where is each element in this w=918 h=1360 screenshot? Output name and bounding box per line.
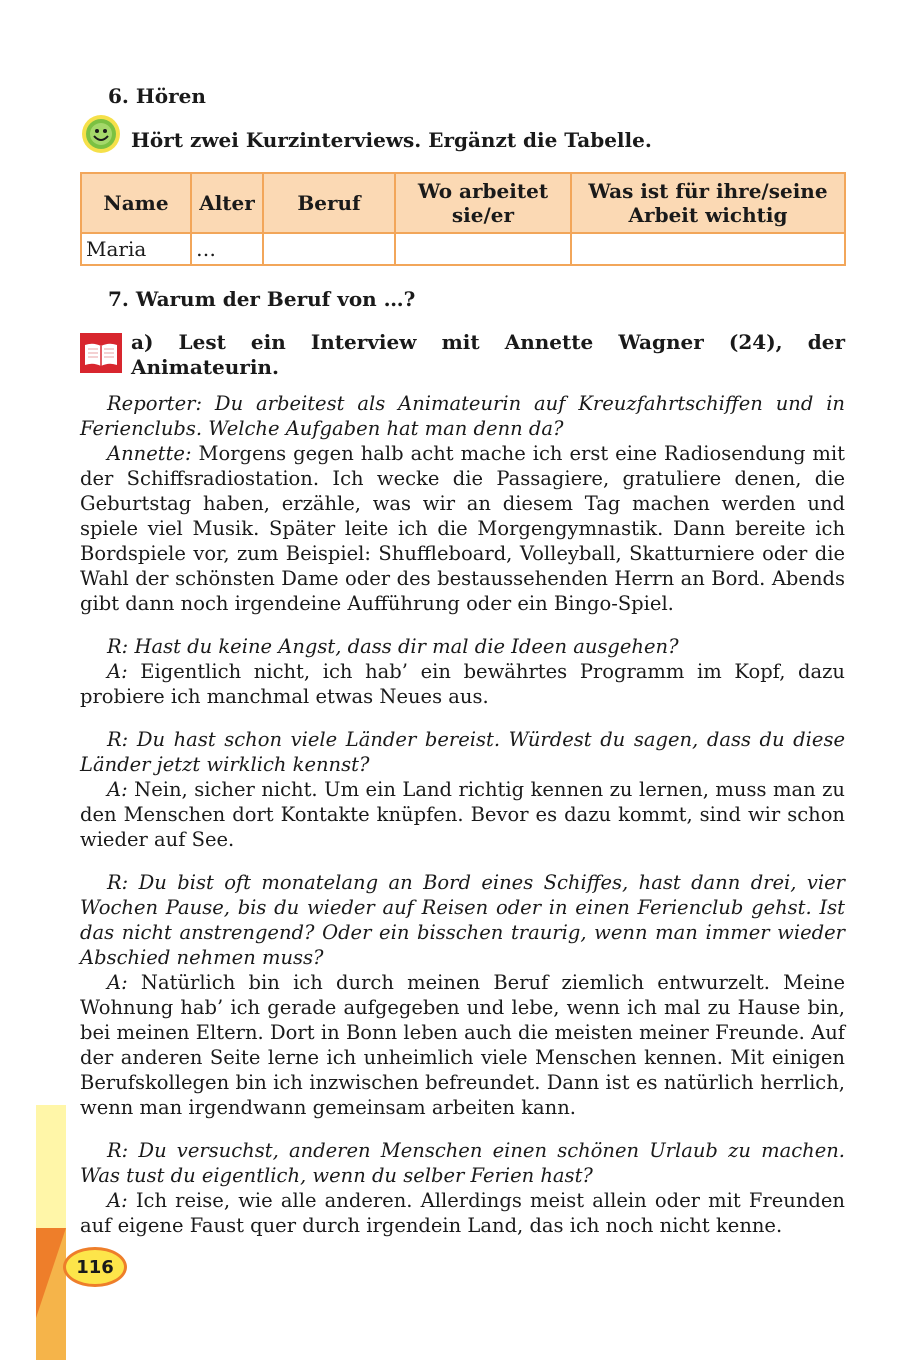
table-cell: … (191, 233, 263, 265)
answer-text: Eigentlich nicht, ich hab’ ein bewährtes Programm im Kopf, dazu probiere ich manchmal etwas Neues aus. (80, 660, 845, 708)
answer (80, 777, 845, 852)
table-header-row (81, 173, 845, 233)
answer-text: Nein, sicher nicht. Um ein Land richtig kennen zu lernen, muss man zu den Menschen dort Kontakte knüpfen. Bevor es dazu kommt, sind wir schon wieder auf See. (80, 778, 845, 851)
open-book-icon (80, 333, 122, 373)
answer-speaker: A: (107, 778, 128, 801)
question: Reporter: Du arbeitest als Animateurin auf Kreuzfahrtschiffen und in Ferienclubs. Welche Aufgaben hat man denn da? (80, 392, 845, 440)
interview-block (80, 870, 845, 1120)
question: R: Du versuchst, anderen Menschen einen schönen Urlaub zu machen. Was tust du eigentlich, wenn du selber Ferien hast? (80, 1139, 845, 1187)
section-6-instruction: Hört zwei Kurzinterviews. Ergänzt die Tabelle. (131, 128, 652, 152)
margin-stripe-accent (36, 1228, 66, 1318)
answer (80, 441, 845, 616)
answer-speaker: A: (107, 660, 128, 683)
answer-speaker: A: (107, 1189, 128, 1212)
table-cell: Maria (81, 233, 191, 265)
answer (80, 659, 845, 709)
table-cell (571, 233, 845, 265)
col-beruf: Beruf (263, 173, 395, 233)
interview-block (80, 634, 845, 709)
section-7-task-a: a) Lest ein Interview mit Annette Wagner (24), der Animateurin. (131, 330, 845, 379)
question: R: Hast du keine Angst, dass dir mal die Ideen ausgehen? (107, 635, 679, 658)
answer-text: Natürlich bin ich durch meinen Beruf ziemlich entwurzelt. Meine Wohnung hab’ ich gerade aufgegeben und lebe, wenn ich mal zu Hause bin, bei meinen Eltern. Dort in Bonn leben auch die meisten meiner Freunde. Auf der anderen Seite lerne ich unheimlich viele Menschen kennen. Mit einigen Berufskollegen bin ich inzwischen befreundet. Dann ist es natürlich herrlich, wenn man irgendwann gemeinsam arbeiten kann. (80, 971, 845, 1119)
col-wo-arbeitet: Wo arbeitet sie/er (395, 173, 571, 233)
interview-block (80, 727, 845, 852)
answer (80, 1188, 845, 1238)
interview-block (80, 391, 845, 616)
table-cell (263, 233, 395, 265)
answer (80, 970, 845, 1120)
col-alter: Alter (191, 173, 263, 233)
interview-block (80, 1138, 845, 1238)
answer-speaker: A: (107, 971, 128, 994)
section-7-heading: 7. Warum der Beruf von …? (108, 287, 416, 311)
page-number: 116 (63, 1247, 127, 1287)
audio-smiley-icon (80, 114, 122, 154)
table-row (81, 233, 845, 265)
question: R: Du hast schon viele Länder bereist. Würdest du sagen, dass du diese Länder jetzt wirklich kennst? (80, 728, 845, 776)
question: R: Du bist oft monatelang an Bord eines Schiffes, hast dann drei, vier Wochen Pause, bis du wieder auf Reisen oder in einen Ferienclub gehst. Ist das nicht anstrengend? Oder ein bisschen traurig, wenn man immer wieder Abschied nehmen muss? (80, 871, 845, 969)
interview-text (80, 391, 845, 1256)
section-6-heading: 6. Hören (108, 84, 206, 108)
col-name: Name (81, 173, 191, 233)
answer-text: Ich reise, wie alle anderen. Allerdings meist allein oder mit Freunden auf eigene Faust quer durch irgendein Land, das ich noch nicht kenne. (80, 1189, 845, 1237)
answer-speaker: Annette: (107, 442, 192, 465)
table-cell (395, 233, 571, 265)
col-was-ist-wichtig: Was ist für ihre/seine Arbeit wichtig (571, 173, 845, 233)
answer-text: Morgens gegen halb acht mache ich erst eine Radiosendung mit der Schiffsradiostation. Ich wecke die Passagiere, gratuliere denen, die Geburtstag haben, erzähle, was wir an diesem Tag machen werden und spiele viel Musik. Später leite ich die Morgengymnastik. Dann bereite ich Bordspiele vor, zum Beispiel: Shuffleboard, Volleyball, Skatturniere oder die Wahl der schönsten Dame oder des bestaussehenden Herrn an Bord. Abends gibt dann noch irgendeine Aufführung oder ein Bingo-Spiel. (80, 442, 845, 615)
listening-table (80, 172, 846, 266)
